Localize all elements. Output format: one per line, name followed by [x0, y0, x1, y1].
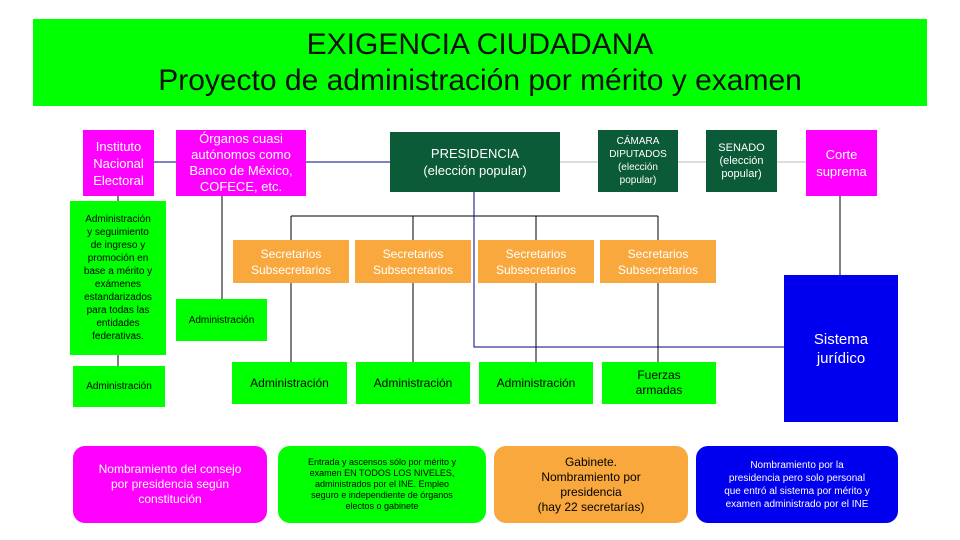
- node-administracion-3: Administración: [479, 362, 593, 404]
- node-secretarios-4: Secretarios Subsecretarios: [600, 240, 716, 283]
- node-administracion-2: Administración: [356, 362, 470, 404]
- node-fuerzas-armadas: Fuerzas armadas: [602, 362, 716, 404]
- title-line1: EXIGENCIA CIUDADANA: [306, 27, 654, 61]
- node-camara-diputados: CÁMARA DIPUTADOS (elección popular): [598, 130, 678, 192]
- node-ine: Instituto Nacional Electoral: [83, 130, 154, 196]
- node-senado: SENADO (elección popular): [706, 130, 777, 192]
- title-line2: Proyecto de administración por mérito y examen: [158, 63, 802, 97]
- node-sistema-juridico: Sistema jurídico: [784, 275, 898, 422]
- node-ine-administracion: Administración: [73, 366, 165, 407]
- node-ine-administracion-descripcion: Administración y seguimiento de ingreso y promoción en base a mérito y exámenes estandarizados para todas las entidades federativas.: [70, 201, 166, 355]
- node-secretarios-3: Secretarios Subsecretarios: [478, 240, 594, 283]
- legend-orange: Gabinete. Nombramiento por presidencia (hay 22 secretarías): [494, 446, 688, 523]
- node-secretarios-1: Secretarios Subsecretarios: [233, 240, 349, 283]
- node-organos-autonomos: Órganos cuasi autónomos como Banco de México, COFECE, etc.: [176, 130, 306, 196]
- legend-green: Entrada y ascensos sólo por mérito y examen EN TODOS LOS NIVELES, administrados por el INE. Empleo seguro e independiente de órganos electos o gabinete: [278, 446, 486, 523]
- node-secretarios-2: Secretarios Subsecretarios: [355, 240, 471, 283]
- node-presidencia: PRESIDENCIA (elección popular): [390, 132, 560, 192]
- node-autonomos-administracion: Administración: [176, 299, 267, 341]
- legend-magenta: Nombramiento del consejo por presidencia según constitución: [73, 446, 267, 523]
- node-corte-suprema: Corte suprema: [806, 130, 877, 196]
- legend-blue: Nombramiento por la presidencia pero solo personal que entró al sistema por mérito y examen administrado por el INE: [696, 446, 898, 523]
- title-banner: [33, 19, 927, 106]
- node-administracion-1: Administración: [232, 362, 347, 404]
